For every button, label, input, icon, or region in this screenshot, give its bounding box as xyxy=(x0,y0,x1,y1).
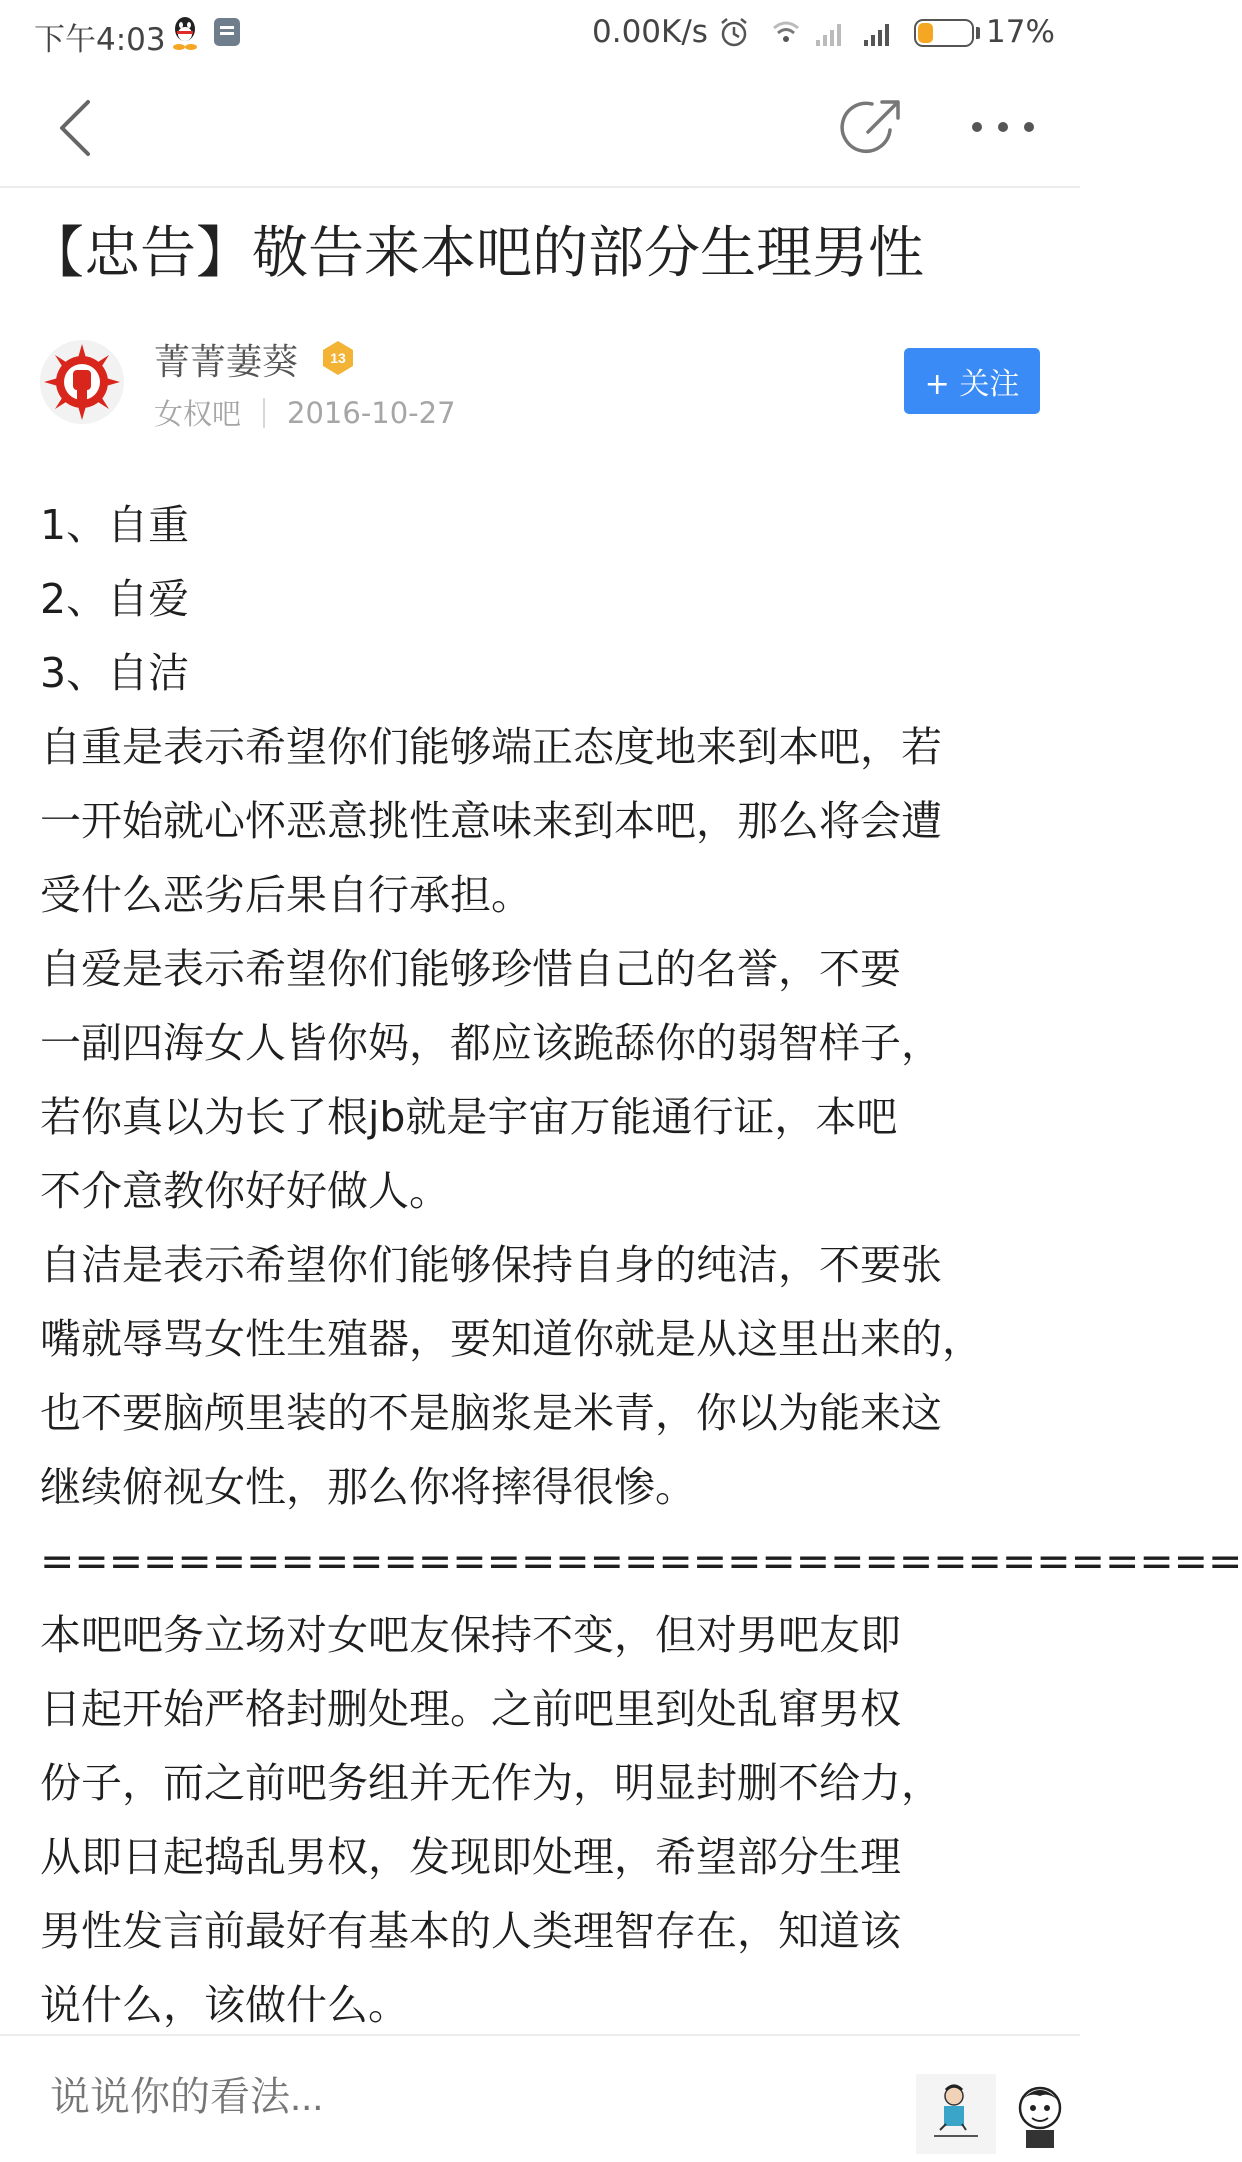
bottom-bar xyxy=(0,2034,1080,2162)
alarm-icon xyxy=(722,19,746,45)
comment-input[interactable] xyxy=(48,2074,567,2121)
level-badge-icon xyxy=(318,338,358,378)
post-line: 男性发言前最好有基本的人类理智存在，知道该 xyxy=(40,1907,901,1955)
author-meta xyxy=(154,392,456,433)
network-speed: 0.00K/s xyxy=(592,14,708,50)
post-line: 受什么恶劣后果自行承担。 xyxy=(40,871,532,919)
post-line: 也不要脑颅里装的不是脑浆是米青，你以为能来这 xyxy=(40,1389,942,1437)
post-line: 不介意教你好好做人。 xyxy=(40,1167,450,1215)
post-line: 3、自洁 xyxy=(40,649,190,697)
avatar[interactable] xyxy=(40,340,124,424)
note-icon xyxy=(214,18,240,46)
post-line: 嘴就辱骂女性生殖器，要知道你就是从这里出来的， xyxy=(40,1315,983,1363)
meta-divider xyxy=(263,398,265,428)
sticker-icon[interactable] xyxy=(916,2074,996,2154)
level-badge-text: 13 xyxy=(330,350,346,366)
status-bar xyxy=(0,0,1080,68)
post-line: 从即日起捣乱男权，发现即处理，希望部分生理 xyxy=(40,1833,901,1881)
post-line: 2、自爱 xyxy=(40,575,190,623)
post-line: =================================== xyxy=(40,1537,1242,1585)
qq-icon xyxy=(168,14,202,52)
author-name[interactable]: 菁菁萋葵 xyxy=(154,342,299,383)
status-time: 下午4:03 xyxy=(34,22,166,58)
post-line: 一副四海女人皆你妈，都应该跪舔你的弱智样子， xyxy=(40,1019,942,1067)
post-date: 2016-10-27 xyxy=(287,395,456,430)
battery-level xyxy=(918,23,933,43)
post-title: 【忠告】敬告来本吧的部分生理男性 xyxy=(28,221,924,286)
emoji-icon[interactable] xyxy=(1012,2074,1080,2154)
post-line: 继续俯视女性，那么你将摔得很惨。 xyxy=(40,1463,696,1511)
more-icon[interactable] xyxy=(968,116,1038,138)
post-body xyxy=(40,488,1242,2042)
share-icon[interactable] xyxy=(840,94,906,160)
wifi-icon xyxy=(774,23,798,42)
post-line: 份子，而之前吧务组并无作为，明显封删不给力， xyxy=(40,1759,942,1807)
battery-icon xyxy=(914,19,974,47)
post-line: 本吧吧务立场对女吧友保持不变，但对男吧友即 xyxy=(40,1611,901,1659)
post-line: 自洁是表示希望你们能够保持自身的纯洁，不要张 xyxy=(40,1241,942,1289)
battery-tip xyxy=(976,27,980,39)
post-line: 1、自重 xyxy=(40,501,190,549)
post-line: 自重是表示希望你们能够端正态度地来到本吧，若 xyxy=(40,723,942,771)
post-line: 说什么，该做什么。 xyxy=(40,1981,409,2029)
battery-percent: 17% xyxy=(986,14,1055,50)
signal-icon xyxy=(816,24,841,46)
post-line: 日起开始严格封删处理。之前吧里到处乱窜男权 xyxy=(40,1685,901,1733)
follow-button[interactable]: + 关注 xyxy=(904,348,1040,414)
post-line: 自爱是表示希望你们能够珍惜自己的名誉，不要 xyxy=(40,945,901,993)
status-icons xyxy=(716,14,906,54)
post-line: 一开始就心怀恶意挑性意味来到本吧，那么将会遭 xyxy=(40,797,942,845)
nav-bar xyxy=(0,68,1080,188)
post-line: 若你真以为长了根jb就是宇宙万能通行证，本吧 xyxy=(40,1093,898,1141)
back-icon[interactable] xyxy=(50,96,110,160)
signal-icon xyxy=(864,24,889,46)
forum-name[interactable]: 女权吧 xyxy=(154,397,242,431)
